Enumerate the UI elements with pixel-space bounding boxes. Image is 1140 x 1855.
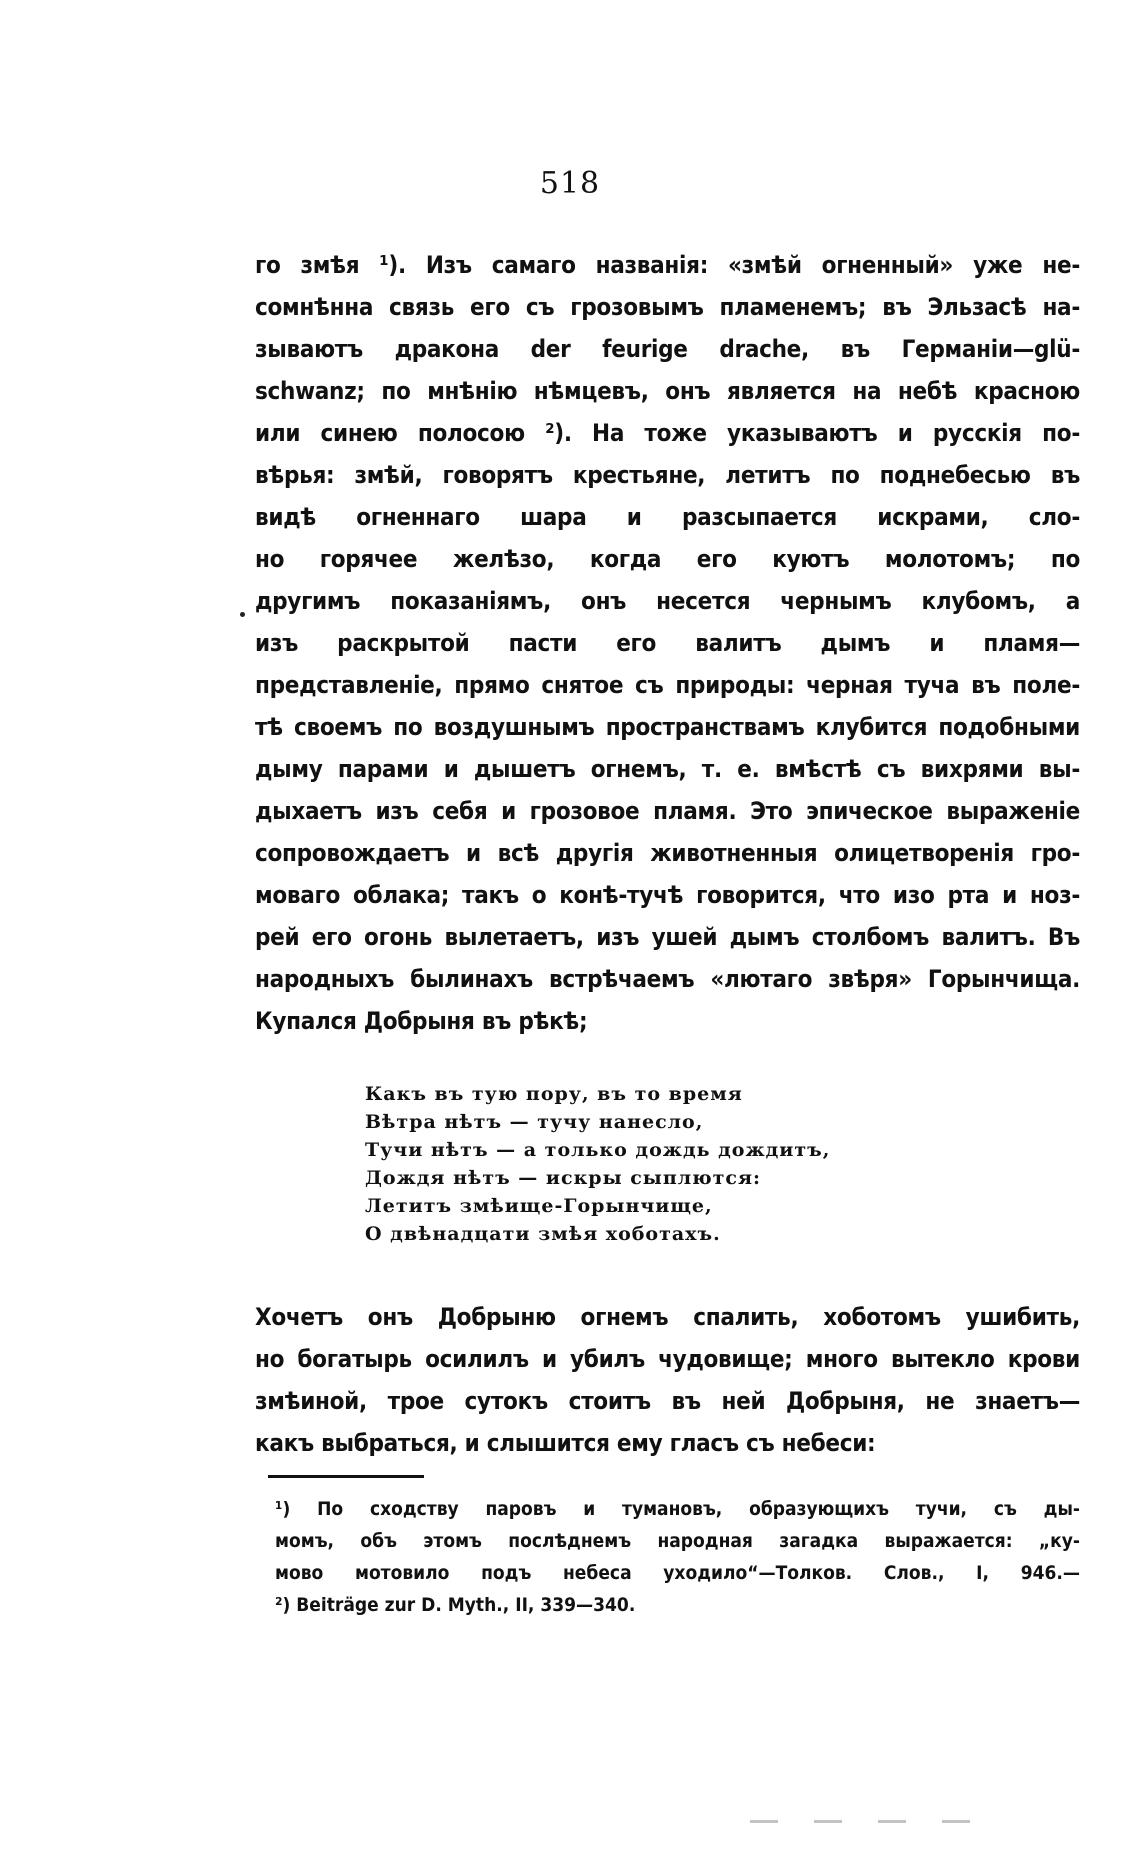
verse-line: Дождя нѣтъ — искры сыплются: — [365, 1167, 762, 1189]
scan-artifact-marks — [750, 1820, 970, 1826]
footnote-line: мово мотовило подъ небеса уходило“—Толков. Слов., I, 946.— — [275, 1562, 1080, 1584]
footnote-line: момъ, объ этомъ послѣднемъ народная загадка выражается: „ку- — [275, 1530, 1080, 1552]
verse-block — [365, 1080, 865, 1248]
text-line: змѣиной, трое сутокъ стоитъ въ ней Добрыня, не знаетъ— — [255, 1387, 1080, 1415]
text-line: сомнѣнна связь его съ грозовымъ пламенемъ; въ Эльзасѣ на- — [255, 293, 1080, 321]
verse-line: Летитъ змѣище-Горынчище, — [365, 1195, 713, 1217]
text-line: дыхаетъ изъ себя и грозовое пламя. Это эпическое выраженіе — [255, 797, 1080, 825]
verse-line: Тучи нѣтъ — а только дождь дождитъ, — [365, 1139, 831, 1161]
text-line: сопровождаетъ и всѣ другія животненныя олицетворенія гро- — [255, 839, 1080, 867]
page-number: 518 — [539, 166, 601, 201]
text-line: изъ раскрытой пасти его валитъ дымъ и пламя— — [255, 629, 1080, 657]
text-line: schwanz; по мнѣнію нѣмцевъ, онъ является на небѣ красною — [255, 377, 1080, 405]
text-line: дыму парами и дышетъ огнемъ, т. е. вмѣстѣ съ вихрями вы- — [255, 755, 1080, 783]
text-line: какъ выбраться, и слышится ему гласъ съ небеси: — [255, 1429, 876, 1457]
verse-line: О двѣнадцати змѣя хоботахъ. — [365, 1223, 721, 1245]
text-line: моваго облака; такъ о конѣ-тучѣ говорится, что изо рта и ноз- — [255, 881, 1080, 909]
text-line: представленіе, прямо снятое съ природы: черная туча въ поле- — [255, 671, 1080, 699]
text-line: или синею полосою ²). На тоже указываютъ и русскія по- — [255, 419, 1080, 447]
footnote-line: ²) Beiträge zur D. Myth., II, 339—340. — [275, 1594, 636, 1616]
text-line: но горячее желѣзо, когда его куютъ молотомъ; по — [255, 545, 1080, 573]
verse-line: Вѣтра нѣтъ — тучу нанесло, — [365, 1111, 704, 1133]
text-line: зываютъ дракона der feurige drache, въ Германіи—glü- — [255, 335, 1080, 363]
text-line: тѣ своемъ по воздушнымъ пространствамъ клубится подобными — [255, 713, 1080, 741]
text-line: видѣ огненнаго шара и разсыпается искрами, сло- — [255, 503, 1080, 531]
text-line: Хочетъ онъ Добрыню огнемъ спалить, хоботомъ ушибить, — [255, 1303, 1080, 1331]
main-paragraph — [255, 244, 1080, 1042]
text-line: го змѣя ¹). Изъ самаго названія: «змѣй огненный» уже не- — [255, 251, 1080, 279]
footnote-line: ¹) По сходству паровъ и тумановъ, образующихъ тучи, съ ды- — [275, 1498, 1080, 1520]
text-line: народныхъ былинахъ встрѣчаемъ «лютаго звѣря» Горынчища. — [255, 965, 1080, 993]
footnotes — [275, 1493, 1080, 1621]
text-line: но богатырь осилилъ и убилъ чудовище; много вытекло крови — [255, 1345, 1080, 1373]
text-line: рей его огонь вылетаетъ, изъ ушей дымъ столбомъ валитъ. Въ — [255, 923, 1080, 951]
text-line: Купался Добрыня въ рѣкѣ; — [255, 1007, 588, 1035]
text-line: другимъ показаніямъ, онъ несется чернымъ клубомъ, а — [255, 587, 1080, 615]
verse-line: Какъ въ тую пору, въ то время — [365, 1083, 743, 1105]
footnote-divider — [268, 1475, 424, 1478]
continuation-paragraph — [255, 1296, 1080, 1464]
text-line: вѣрья: змѣй, говорятъ крестьяне, летитъ по поднебесью въ — [255, 461, 1080, 489]
margin-mark — [240, 612, 245, 617]
